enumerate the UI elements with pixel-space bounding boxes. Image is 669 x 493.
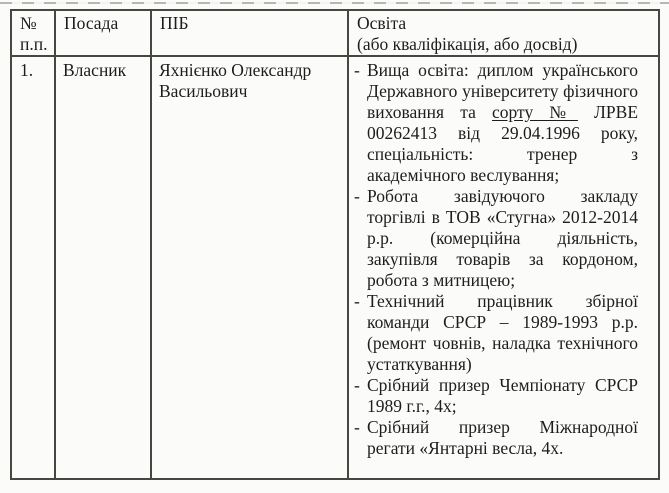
- bullet-dash: -: [354, 60, 360, 80]
- cell-row-number: 1.: [11, 56, 55, 479]
- cell-position: Власник: [55, 56, 151, 479]
- scan-artifact-top-line: [0, 2, 669, 4]
- education-item: - Робота завідуючого закладу торгівлі в ТОВ «Стугна» 2012-2014 р.р. (комерційна діяльність, закупівля товарів за кордоном, робота з митницею;: [354, 186, 638, 290]
- table-header-row: [11, 10, 659, 56]
- header-cell-number: [11, 10, 55, 56]
- header-number-line1: №: [20, 13, 37, 33]
- header-cell-education: [348, 10, 659, 56]
- cell-education: [348, 56, 659, 479]
- bullet-dash: -: [354, 375, 360, 395]
- bullet-dash: -: [354, 291, 360, 311]
- education-item: - Вища освіта: диплом українського Державного університету фізичного виховання та сорту № ЛРВЕ 00262413 від 29.04.1996 року, спеціальність: тренер з академічного веслування;: [354, 60, 639, 185]
- staff-qualification-table: [10, 9, 660, 480]
- header-number-line2: п.п.: [20, 34, 48, 54]
- education-list: [354, 60, 638, 459]
- table-row-owner: [11, 56, 659, 479]
- bullet-dash: -: [354, 186, 360, 206]
- education-item: - Срібний призер Чемпіонату СРСР 1989 г.г., 4х;: [354, 375, 638, 416]
- underlined-text: сорту №: [492, 102, 578, 122]
- bullet-dash: -: [354, 417, 360, 437]
- header-education-sublabel: (або кваліфікація, або досвід): [357, 34, 578, 54]
- cell-full-name: Яхнієнко Олександр Васильович: [151, 56, 348, 479]
- header-cell-position: [55, 10, 151, 56]
- header-cell-full-name: [151, 10, 348, 56]
- header-full-name-label: ПІБ: [160, 13, 189, 33]
- header-education-label: Освіта: [357, 13, 407, 33]
- header-position-label: Посада: [64, 13, 119, 33]
- education-item: - Технічний працівник збірної команди СРСР – 1989-1993 р.р. (ремонт човнів, наладка технічного устаткування): [354, 291, 638, 374]
- education-item: - Срібний призер Міжнародної регати «Янтарні весла, 4х.: [354, 417, 638, 458]
